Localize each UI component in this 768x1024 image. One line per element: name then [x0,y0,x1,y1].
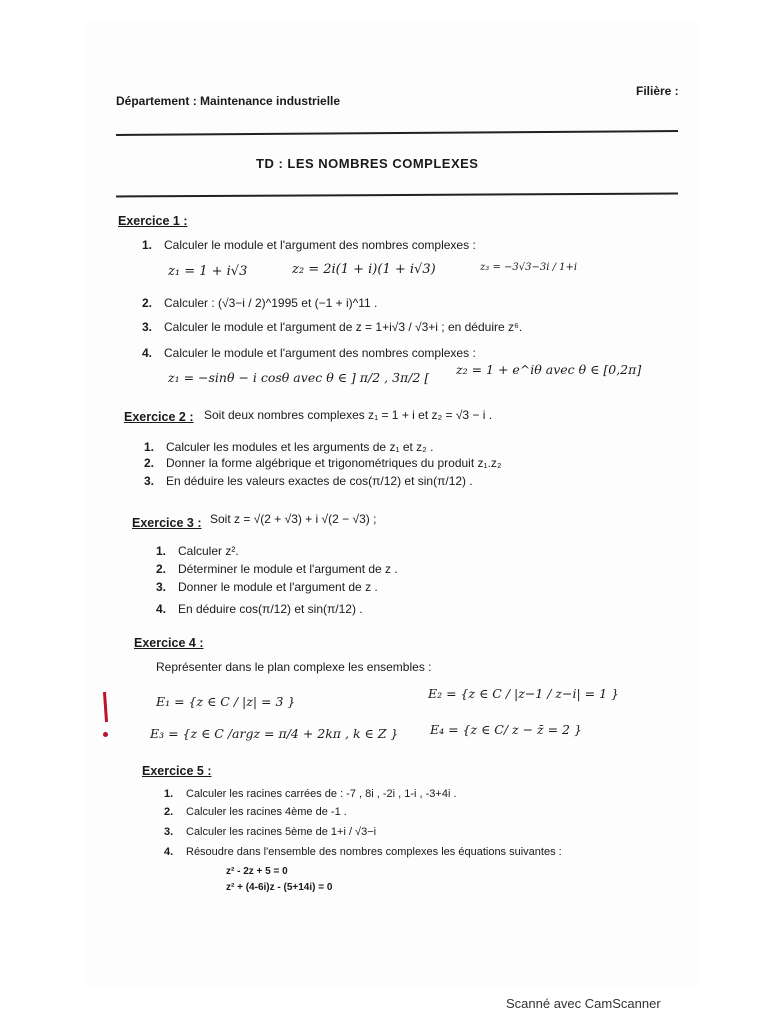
ex1-eq-4b: z₂ = 1 + e^iθ avec θ ∈ [0,2π] [456,362,642,377]
ex3-item-3: 3. Donner le module et l'argument de z . [156,580,378,594]
page-title: TD : LES NOMBRES COMPLEXES [256,156,479,171]
ex5-eq-1: z² - 2z + 5 = 0 [226,866,288,877]
red-pen-dot [103,732,108,737]
ex4-intro: Représenter dans le plan complexe les ensembles : [156,660,432,674]
ex4-e3: E₃ = {z ∈ C /argz = π/4 + 2kπ , k ∈ Z } [150,726,399,741]
ex4-e2: E₂ = {z ∈ C / |z−1 / z−i| = 1 } [428,686,619,701]
ex1-heading: Exercice 1 : [118,214,188,228]
ex1-item-1: 1. Calculer le module et l'argument des nombres complexes : [142,238,476,252]
ex5-item-4: 4. Résoudre dans l'ensemble des nombres complexes les équations suivantes : [164,846,562,858]
camscanner-footer: Scanné avec CamScanner [506,996,661,1011]
filiere-label: Filière : [636,84,679,98]
ex2-intro: Soit deux nombres complexes z₁ = 1 + i et z₂ = √3 − i . [204,408,493,422]
ex2-item-1: 1. Calculer les modules et les arguments de z₁ et z₂ . [144,440,434,454]
ex1-eq-4a: z₁ = −sinθ − i cosθ avec θ ∈ ] π/2 , 3π/2 [ [168,370,430,385]
ex2-heading: Exercice 2 : [124,410,194,424]
ex5-eq-2: z² + (4-6i)z - (5+14i) = 0 [226,882,333,893]
ex1-item-2: 2. Calculer : (√3−i / 2)^1995 et (−1 + i)^11 . [142,296,378,310]
ex1-item-4: 4. Calculer le module et l'argument des nombres complexes : [142,346,476,360]
ex2-item-3: 3. En déduire les valeurs exactes de cos(π/12) et sin(π/12) . [144,474,473,488]
ex4-e1: E₁ = {z ∈ C / |z| = 3 } [156,694,296,709]
ex5-heading: Exercice 5 : [142,764,212,778]
ex4-e4: E₄ = {z ∈ C/ z − z̄ = 2 } [430,722,582,737]
ex1-item-3: 3. Calculer le module et l'argument de z = 1+i√3 / √3+i ; en déduire z⁶. [142,320,523,334]
department-label: Département : Maintenance industrielle [116,94,341,108]
ex4-heading: Exercice 4 : [134,636,204,650]
ex5-item-2: 2. Calculer les racines 4ème de -1 . [164,806,347,818]
ex3-item-2: 2. Déterminer le module et l'argument de z . [156,562,398,576]
ex3-item-4: 4. En déduire cos(π/12) et sin(π/12) . [156,602,363,616]
ex1-eq-z1: z₁ = 1 + i√3 [168,264,248,279]
ex5-item-1: 1. Calculer les racines carrées de : -7 , 8i , -2i , 1-i , -3+4i . [164,788,457,800]
ex3-item-1: 1. Calculer z². [156,544,239,558]
ex1-eq-z2: z₂ = 2i(1 + i)(1 + i√3) [292,262,436,277]
ex1-eq-z3: z₃ = −3√3−3i / 1+i [480,262,578,273]
ex5-item-3: 3. Calculer les racines 5ème de 1+i / √3−i [164,826,377,838]
ex2-item-2: 2. Donner la forme algébrique et trigonométriques du produit z₁.z₂ [144,456,502,470]
ex3-heading: Exercice 3 : [132,516,202,530]
ex3-intro: Soit z = √(2 + √3) + i √(2 − √3) ; [210,512,377,526]
